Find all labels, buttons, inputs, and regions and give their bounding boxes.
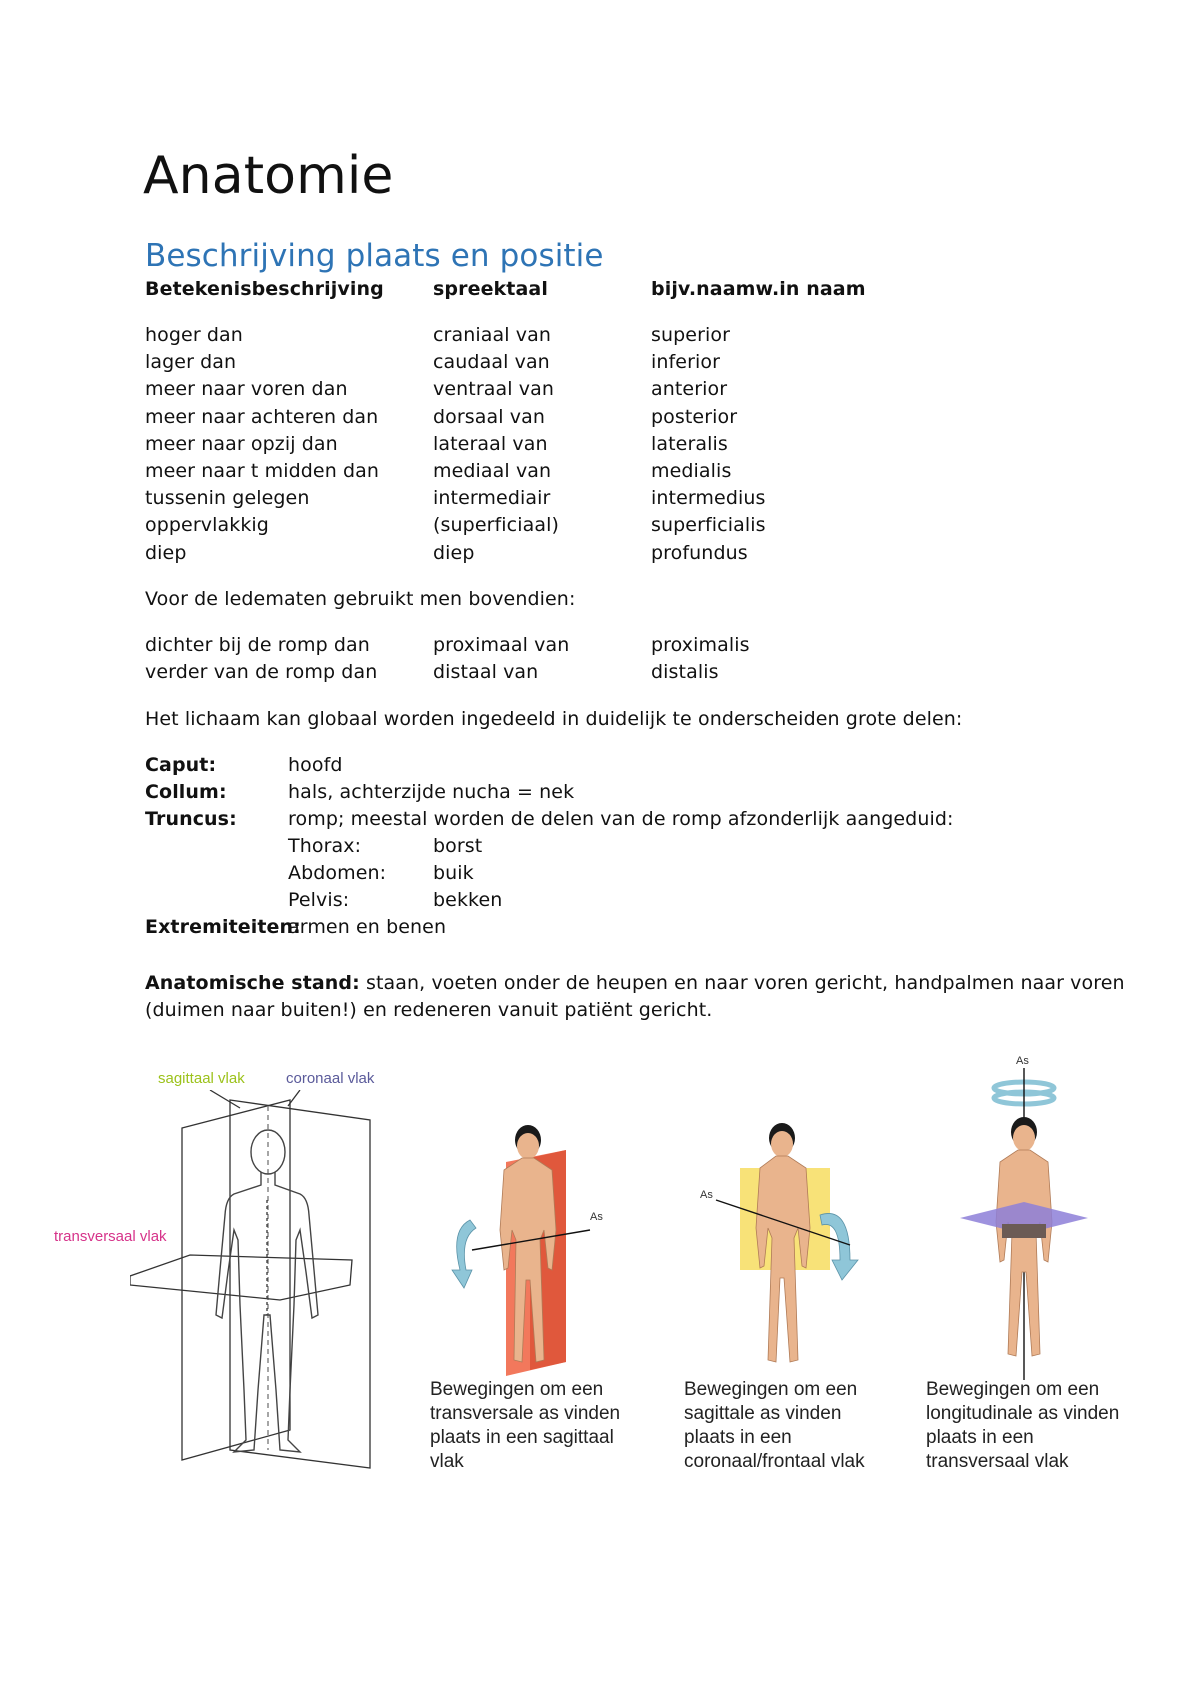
part-desc-truncus: romp; meestal worden de delen van de romp afzonderlijk aangeduid:	[288, 808, 954, 830]
anatomy-figure	[50, 1050, 1150, 1550]
coronal-movement-illustration	[690, 1120, 890, 1420]
table-cell: hoger dan	[145, 324, 243, 346]
axis-label-3: As	[700, 1189, 713, 1201]
sub-desc-pelvis: bekken	[433, 889, 503, 911]
table-cell: oppervlakkig	[145, 514, 269, 537]
label-sagittal-plane: sagittaal vlak	[158, 1070, 245, 1087]
caption-line: plaats in een sagittaal	[430, 1427, 614, 1448]
caption-line: transversale as vinden	[430, 1403, 621, 1424]
table-cell: meer naar achteren dan	[145, 405, 379, 428]
caption-line: plaats in een	[684, 1427, 792, 1448]
body-intro: Het lichaam kan globaal worden ingedeeld in duidelijk te onderscheiden grote delen:	[145, 708, 963, 730]
part-desc-caput: hoofd	[288, 754, 343, 776]
part-desc-collum: hals, achterzijde nucha = nek	[288, 781, 575, 803]
anatomical-stand-text: staan, voeten onder de heupen en naar voren gericht, handpalmen naar voren	[359, 972, 1125, 994]
part-desc-extremities: armen en benen	[288, 916, 447, 938]
table-cell: intermedius	[651, 487, 766, 510]
axis-label-4: As	[1016, 1055, 1029, 1067]
table-cell: profundus	[651, 541, 748, 564]
table-cell: verder van de romp dan	[145, 661, 378, 684]
caption-sagittal	[430, 1378, 620, 1474]
table-cell: tussenin gelegen	[145, 487, 310, 510]
table-cell: diep	[433, 541, 475, 564]
table-header-meaning: Betekenisbeschrijving	[145, 278, 384, 300]
part-term-extremities: Extremiteiten:	[145, 916, 301, 938]
table-cell: inferior	[651, 351, 721, 374]
table-cell: proximaal van	[433, 634, 570, 656]
table-cell: posterior	[651, 405, 738, 428]
table-cell: (superficiaal)	[433, 514, 559, 537]
table-cell: medialis	[651, 460, 732, 482]
planes-illustration	[130, 1090, 430, 1490]
caption-line: coronaal/frontaal vlak	[684, 1451, 865, 1472]
table-cell: meer naar opzij dan	[145, 432, 338, 455]
table-cell: diep	[145, 541, 187, 564]
sub-term-thorax: Thorax:	[288, 835, 362, 857]
axis-label-2: As	[590, 1211, 603, 1223]
section-heading: Beschrijving plaats en positie	[145, 238, 604, 274]
caption-line: longitudinale as vinden	[926, 1403, 1120, 1424]
part-term-truncus: Truncus:	[145, 808, 237, 830]
anatomical-stand-term: Anatomische stand:	[145, 972, 360, 994]
table-cell: dorsaal van	[433, 405, 546, 428]
table-cell: lager dan	[145, 351, 237, 374]
table-cell: caudaal van	[433, 351, 550, 374]
table-cell: meer naar t midden dan	[145, 460, 380, 482]
caption-coronal	[684, 1378, 865, 1474]
table-cell: meer naar voren dan	[145, 378, 348, 401]
limbs-intro: Voor de ledematen gebruikt men bovendien:	[145, 588, 576, 610]
table-cell: superficialis	[651, 514, 766, 537]
table-cell: mediaal van	[433, 460, 552, 482]
caption-line: sagittale as vinden	[684, 1403, 842, 1424]
page-title: Anatomie	[143, 146, 394, 206]
part-term-collum: Collum:	[145, 781, 227, 803]
label-transversal-plane: transversaal vlak	[54, 1228, 167, 1245]
anatomical-stand-line2: (duimen naar buiten!) en redeneren vanuit patiënt gericht.	[145, 999, 713, 1021]
caption-line: Bewegingen om een	[684, 1379, 858, 1400]
sagittal-movement-illustration	[440, 1120, 640, 1420]
table-cell: distaal van	[433, 661, 539, 684]
table-cell: ventraal van	[433, 378, 554, 401]
table-header-spoken: spreektaal	[433, 278, 548, 300]
table-cell: lateraal van	[433, 432, 548, 455]
part-term-caput: Caput:	[145, 754, 217, 776]
caption-line: plaats in een	[926, 1427, 1034, 1448]
table-cell: craniaal van	[433, 324, 551, 346]
caption-line: Bewegingen om een	[430, 1379, 604, 1400]
table-cell: intermediair	[433, 487, 551, 510]
label-coronal-plane: coronaal vlak	[286, 1070, 375, 1087]
caption-line: Bewegingen om een	[926, 1379, 1100, 1400]
table-cell: anterior	[651, 378, 728, 401]
table-cell: superior	[651, 324, 731, 346]
table-cell: lateralis	[651, 432, 728, 455]
anatomical-stand-line1	[145, 970, 1125, 997]
table-cell: distalis	[651, 661, 719, 684]
table-header-adjective: bijv.naamw.in naam	[651, 278, 866, 300]
caption-line: vlak	[430, 1451, 464, 1472]
caption-line: transversaal vlak	[926, 1451, 1069, 1472]
sub-term-abdomen: Abdomen:	[288, 862, 387, 884]
sub-desc-abdomen: buik	[433, 862, 474, 884]
table-cell: dichter bij de romp dan	[145, 634, 370, 656]
transversal-movement-illustration	[950, 1050, 1150, 1420]
table-cell: proximalis	[651, 634, 750, 656]
caption-transversal	[926, 1378, 1119, 1474]
sub-term-pelvis: Pelvis:	[288, 889, 350, 911]
sub-desc-thorax: borst	[433, 835, 483, 857]
